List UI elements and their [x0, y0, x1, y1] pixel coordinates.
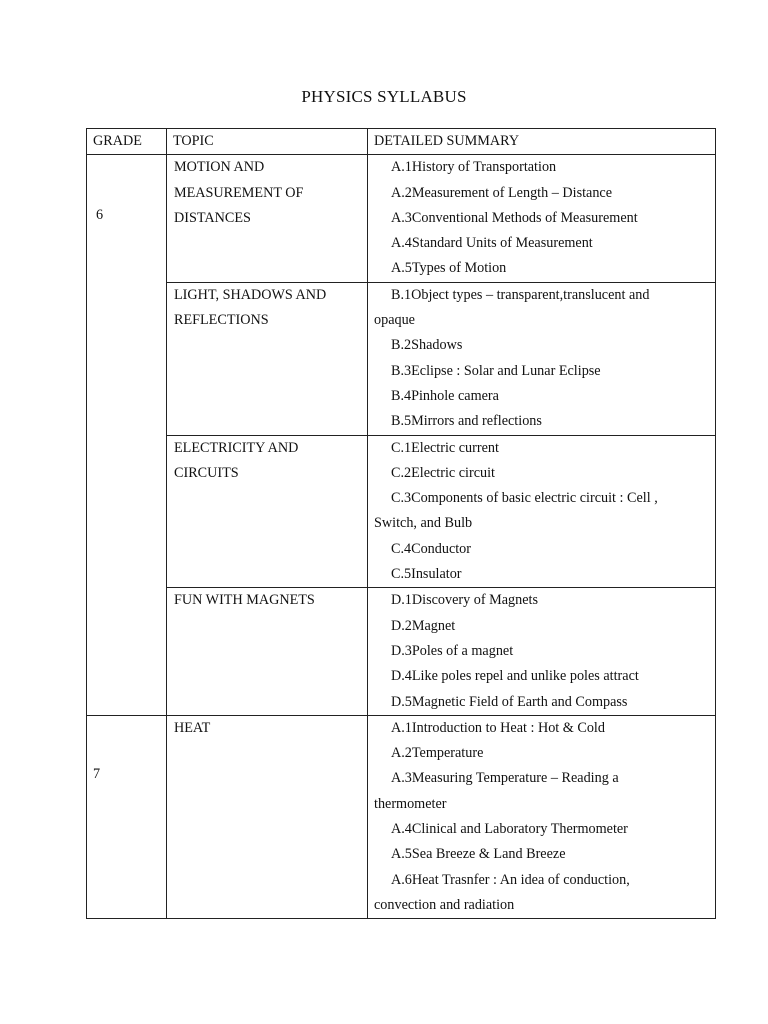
- detail-line: B.4Pinhole camera: [391, 387, 499, 404]
- topic-cell: [167, 155, 368, 282]
- topic-line: DISTANCES: [174, 209, 251, 226]
- detail-cell: [368, 588, 716, 715]
- table-row: [87, 435, 716, 588]
- table-row: [87, 588, 716, 715]
- detail-line: B.2Shadows: [391, 337, 463, 354]
- topic-line: ELECTRICITY AND: [174, 439, 299, 456]
- topic-cell: [167, 715, 368, 918]
- topic-line: CIRCUITS: [174, 464, 239, 481]
- topic-cell: [167, 588, 368, 715]
- detail-line: A.6Heat Trasnfer : An idea of conduction,: [391, 871, 630, 888]
- table-row: [87, 155, 716, 282]
- topic-line: REFLECTIONS: [174, 312, 269, 329]
- detail-line: A.2Temperature: [391, 745, 484, 762]
- grade-cell: [87, 155, 167, 716]
- topic-line: MEASUREMENT OF: [174, 184, 304, 201]
- detail-line: C.3Components of basic electric circuit : Cell ,: [391, 490, 658, 507]
- detail-cell: [368, 282, 716, 435]
- detail-column-header: DETAILED SUMMARY: [368, 129, 716, 155]
- detail-line: B.5Mirrors and reflections: [391, 413, 542, 430]
- detail-line: C.1Electric current: [391, 439, 499, 456]
- detail-line: A.1Introduction to Heat : Hot & Cold: [391, 719, 605, 736]
- topic-cell: [167, 282, 368, 435]
- topic-cell: [167, 435, 368, 588]
- page-title: PHYSICS SYLLABUS: [301, 87, 467, 106]
- grade-value: 7: [93, 765, 101, 782]
- detail-line: opaque: [374, 312, 415, 329]
- detail-line: A.3Measuring Temperature – Reading a: [391, 770, 619, 787]
- detail-cell: [368, 715, 716, 918]
- detail-line: C.2Electric circuit: [391, 464, 495, 481]
- detail-line: D.3Poles of a magnet: [391, 642, 514, 659]
- grade-cell: [87, 715, 167, 918]
- detail-line: D.1Discovery of Magnets: [391, 592, 538, 609]
- detail-line: D.2Magnet: [391, 617, 456, 634]
- detail-line: convection and radiation: [374, 896, 515, 913]
- topic-line: FUN WITH MAGNETS: [174, 592, 315, 609]
- header-row: [87, 129, 716, 155]
- detail-line: D.4Like poles repel and unlike poles attract: [391, 668, 639, 685]
- topic-line: MOTION AND: [174, 159, 265, 176]
- detail-line: C.4Conductor: [391, 540, 471, 557]
- table-row: [87, 715, 716, 918]
- detail-line: A.2Measurement of Length – Distance: [391, 184, 613, 201]
- detail-line: A.3Conventional Methods of Measurement: [391, 209, 638, 226]
- detail-cell: [368, 435, 716, 588]
- detail-line: Switch, and Bulb: [374, 515, 473, 532]
- detail-line: A.1History of Transportation: [391, 159, 557, 176]
- detail-line: D.5Magnetic Field of Earth and Compass: [391, 693, 628, 710]
- detail-line: C.5Insulator: [391, 566, 462, 583]
- detail-line: A.4Clinical and Laboratory Thermometer: [391, 821, 628, 838]
- detail-line: A.5Types of Motion: [391, 260, 507, 277]
- detail-cell: [368, 155, 716, 282]
- detail-line: thermometer: [374, 795, 447, 812]
- detail-line: A.4Standard Units of Measurement: [391, 235, 593, 252]
- detail-line: B.3Eclipse : Solar and Lunar Eclipse: [391, 362, 601, 379]
- detail-line: A.5Sea Breeze & Land Breeze: [391, 846, 566, 863]
- topic-line: HEAT: [174, 719, 211, 736]
- topic-column-header: TOPIC: [167, 129, 368, 155]
- table-row: [87, 282, 716, 435]
- detail-line: B.1Object types – transparent,translucent and: [391, 286, 650, 303]
- grade-column-header: GRADE: [87, 129, 167, 155]
- grade-value: 6: [96, 207, 104, 224]
- syllabus-table: [86, 128, 716, 919]
- topic-line: LIGHT, SHADOWS AND: [174, 286, 327, 303]
